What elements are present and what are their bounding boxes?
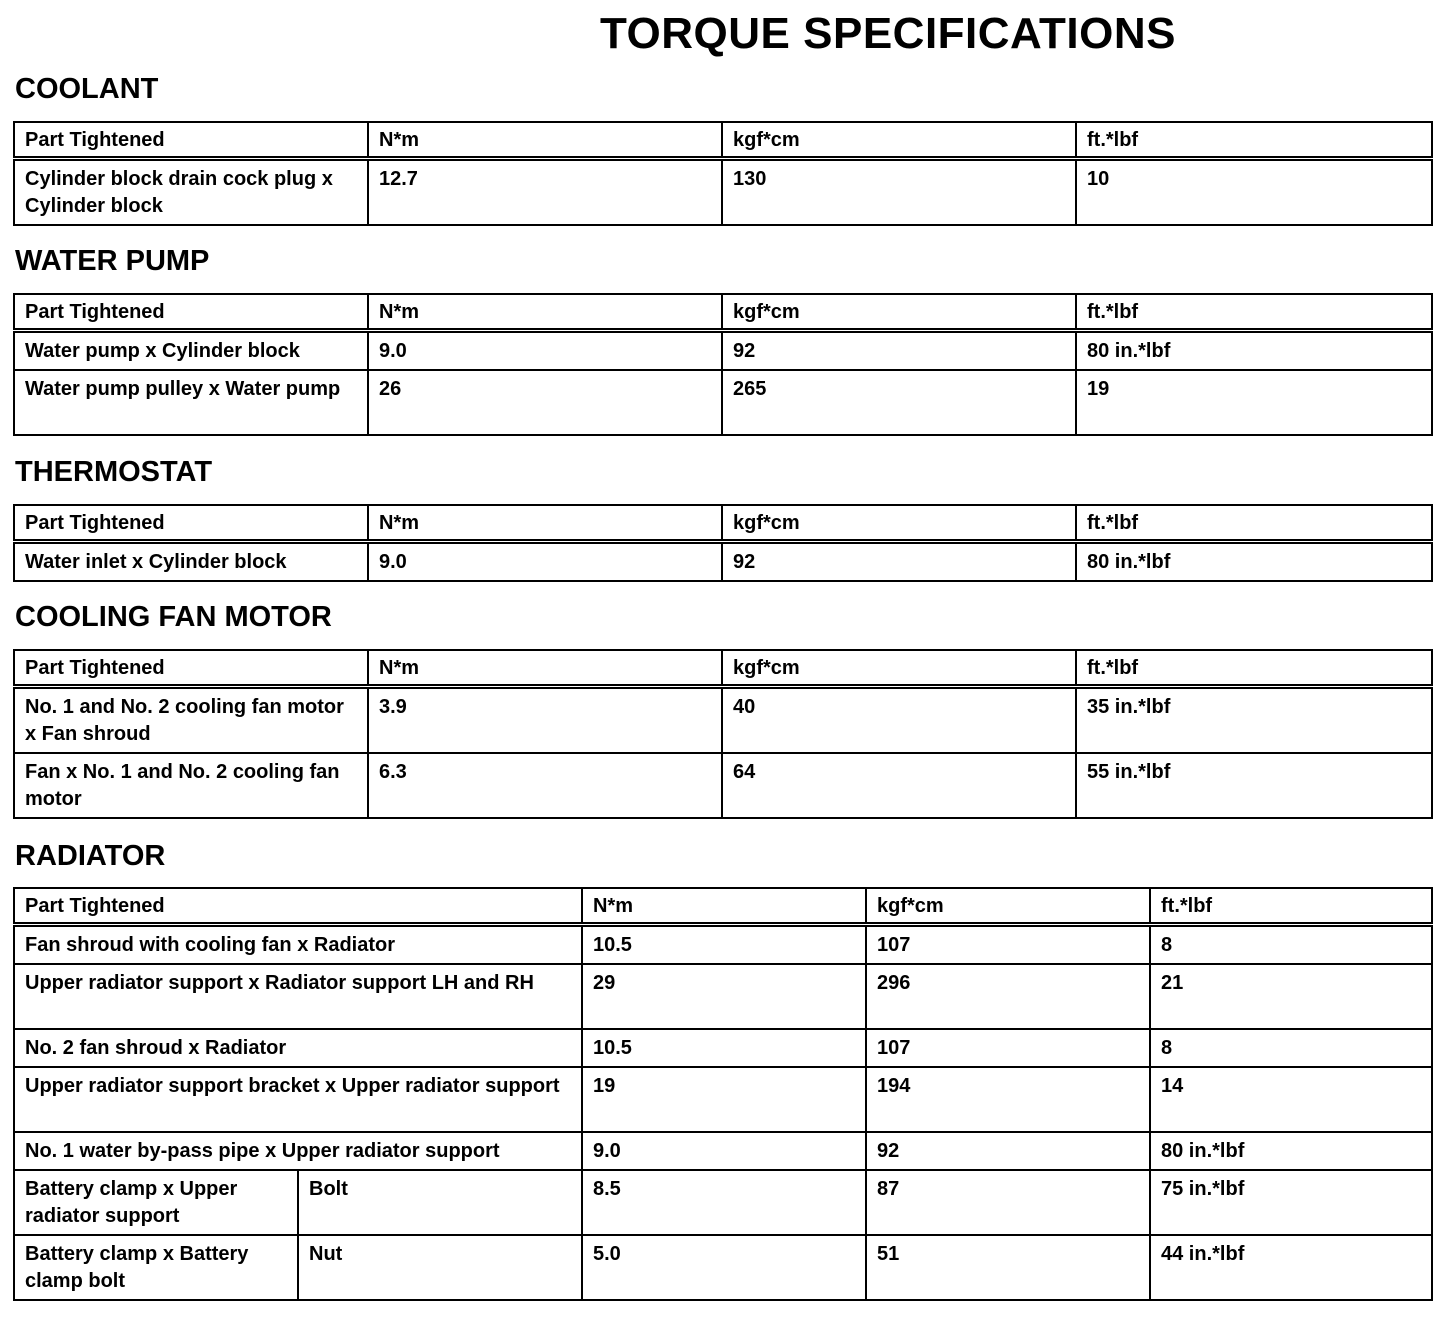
cell-nm: 10.5: [582, 1029, 866, 1067]
header-nm: N*m: [368, 294, 722, 331]
cell-fastener: Nut: [298, 1235, 582, 1300]
cell-part: No. 1 and No. 2 cooling fan motor x Fan shroud: [14, 687, 368, 754]
cell-nm: 6.3: [368, 753, 722, 818]
water-pump-table: [13, 293, 1433, 436]
cell-part: Fan x No. 1 and No. 2 cooling fan motor: [14, 753, 368, 818]
cell-nm: 12.7: [368, 159, 722, 226]
table-row: [14, 687, 1432, 754]
header-ftlbf: ft.*lbf: [1076, 650, 1432, 687]
cell-ftlbf: 80 in.*lbf: [1150, 1132, 1432, 1170]
cell-kgfcm: 130: [722, 159, 1076, 226]
table-header-row: [14, 505, 1432, 542]
cell-ftlbf: 8: [1150, 1029, 1432, 1067]
cell-part: Upper radiator support bracket x Upper radiator support: [14, 1067, 582, 1132]
cooling-fan-motor-table: [13, 649, 1433, 819]
header-ftlbf: ft.*lbf: [1076, 294, 1432, 331]
cell-kgfcm: 194: [866, 1067, 1150, 1132]
table-row: [14, 370, 1432, 435]
table-row: [14, 1067, 1432, 1132]
cell-nm: 9.0: [368, 331, 722, 371]
header-nm: N*m: [368, 650, 722, 687]
cell-ftlbf: 80 in.*lbf: [1076, 331, 1432, 371]
header-part-tightened: Part Tightened: [14, 122, 368, 159]
header-nm: N*m: [368, 505, 722, 542]
section-title-water-pump: WATER PUMP: [15, 245, 210, 277]
cell-kgfcm: 92: [722, 542, 1076, 582]
table-row: [14, 331, 1432, 371]
cell-nm: 10.5: [582, 925, 866, 965]
cell-part: Battery clamp x Upper radiator support: [14, 1170, 298, 1235]
cell-nm: 5.0: [582, 1235, 866, 1300]
cell-ftlbf: 21: [1150, 964, 1432, 1029]
table-row: [14, 1132, 1432, 1170]
cell-nm: 3.9: [368, 687, 722, 754]
header-kgfcm: kgf*cm: [722, 650, 1076, 687]
cell-part: Water inlet x Cylinder block: [14, 542, 368, 582]
thermostat-table: [13, 504, 1433, 582]
table-row: [14, 1170, 1432, 1235]
cell-ftlbf: 55 in.*lbf: [1076, 753, 1432, 818]
header-part-tightened: Part Tightened: [14, 650, 368, 687]
cell-part: Cylinder block drain cock plug x Cylinder block: [14, 159, 368, 226]
header-kgfcm: kgf*cm: [722, 294, 1076, 331]
cell-kgfcm: 92: [722, 331, 1076, 371]
cell-part: No. 1 water by-pass pipe x Upper radiator support: [14, 1132, 582, 1170]
header-part-tightened: Part Tightened: [14, 505, 368, 542]
section-title-thermostat: THERMOSTAT: [15, 456, 213, 488]
header-part-tightened: Part Tightened: [14, 294, 368, 331]
cell-part: Battery clamp x Battery clamp bolt: [14, 1235, 298, 1300]
cell-ftlbf: 80 in.*lbf: [1076, 542, 1432, 582]
table-row: [14, 1235, 1432, 1300]
cell-kgfcm: 87: [866, 1170, 1150, 1235]
cell-kgfcm: 107: [866, 1029, 1150, 1067]
table-row: [14, 542, 1432, 582]
header-ftlbf: ft.*lbf: [1076, 505, 1432, 542]
cell-kgfcm: 64: [722, 753, 1076, 818]
cell-nm: 19: [582, 1067, 866, 1132]
section-title-coolant: COOLANT: [15, 73, 159, 105]
cell-ftlbf: 35 in.*lbf: [1076, 687, 1432, 754]
table-row: [14, 964, 1432, 1029]
cell-kgfcm: 92: [866, 1132, 1150, 1170]
coolant-table: [13, 121, 1433, 226]
cell-ftlbf: 19: [1076, 370, 1432, 435]
table-row: [14, 159, 1432, 226]
cell-ftlbf: 44 in.*lbf: [1150, 1235, 1432, 1300]
cell-ftlbf: 10: [1076, 159, 1432, 226]
table-header-row: [14, 294, 1432, 331]
page-title: TORQUE SPECIFICATIONS: [599, 9, 1177, 58]
table-header-row: [14, 888, 1432, 925]
cell-part: Water pump x Cylinder block: [14, 331, 368, 371]
header-ftlbf: ft.*lbf: [1150, 888, 1432, 925]
section-title-radiator: RADIATOR: [15, 840, 166, 872]
section-title-cooling-fan-motor: COOLING FAN MOTOR: [15, 601, 332, 633]
cell-nm: 9.0: [368, 542, 722, 582]
cell-nm: 9.0: [582, 1132, 866, 1170]
header-kgfcm: kgf*cm: [722, 122, 1076, 159]
header-part-tightened: Part Tightened: [14, 888, 582, 925]
cell-ftlbf: 8: [1150, 925, 1432, 965]
table-header-row: [14, 650, 1432, 687]
cell-ftlbf: 14: [1150, 1067, 1432, 1132]
table-header-row: [14, 122, 1432, 159]
cell-part: Water pump pulley x Water pump: [14, 370, 368, 435]
header-nm: N*m: [368, 122, 722, 159]
cell-nm: 8.5: [582, 1170, 866, 1235]
cell-part: Fan shroud with cooling fan x Radiator: [14, 925, 582, 965]
table-row: [14, 1029, 1432, 1067]
cell-part: No. 2 fan shroud x Radiator: [14, 1029, 582, 1067]
cell-fastener: Bolt: [298, 1170, 582, 1235]
radiator-table: [13, 887, 1433, 1301]
cell-kgfcm: 265: [722, 370, 1076, 435]
cell-kgfcm: 51: [866, 1235, 1150, 1300]
cell-kgfcm: 40: [722, 687, 1076, 754]
cell-ftlbf: 75 in.*lbf: [1150, 1170, 1432, 1235]
cell-kgfcm: 296: [866, 964, 1150, 1029]
header-kgfcm: kgf*cm: [866, 888, 1150, 925]
header-ftlbf: ft.*lbf: [1076, 122, 1432, 159]
cell-kgfcm: 107: [866, 925, 1150, 965]
header-nm: N*m: [582, 888, 866, 925]
header-kgfcm: kgf*cm: [722, 505, 1076, 542]
cell-nm: 26: [368, 370, 722, 435]
cell-nm: 29: [582, 964, 866, 1029]
cell-part: Upper radiator support x Radiator support LH and RH: [14, 964, 582, 1029]
table-row: [14, 753, 1432, 818]
table-row: [14, 925, 1432, 965]
